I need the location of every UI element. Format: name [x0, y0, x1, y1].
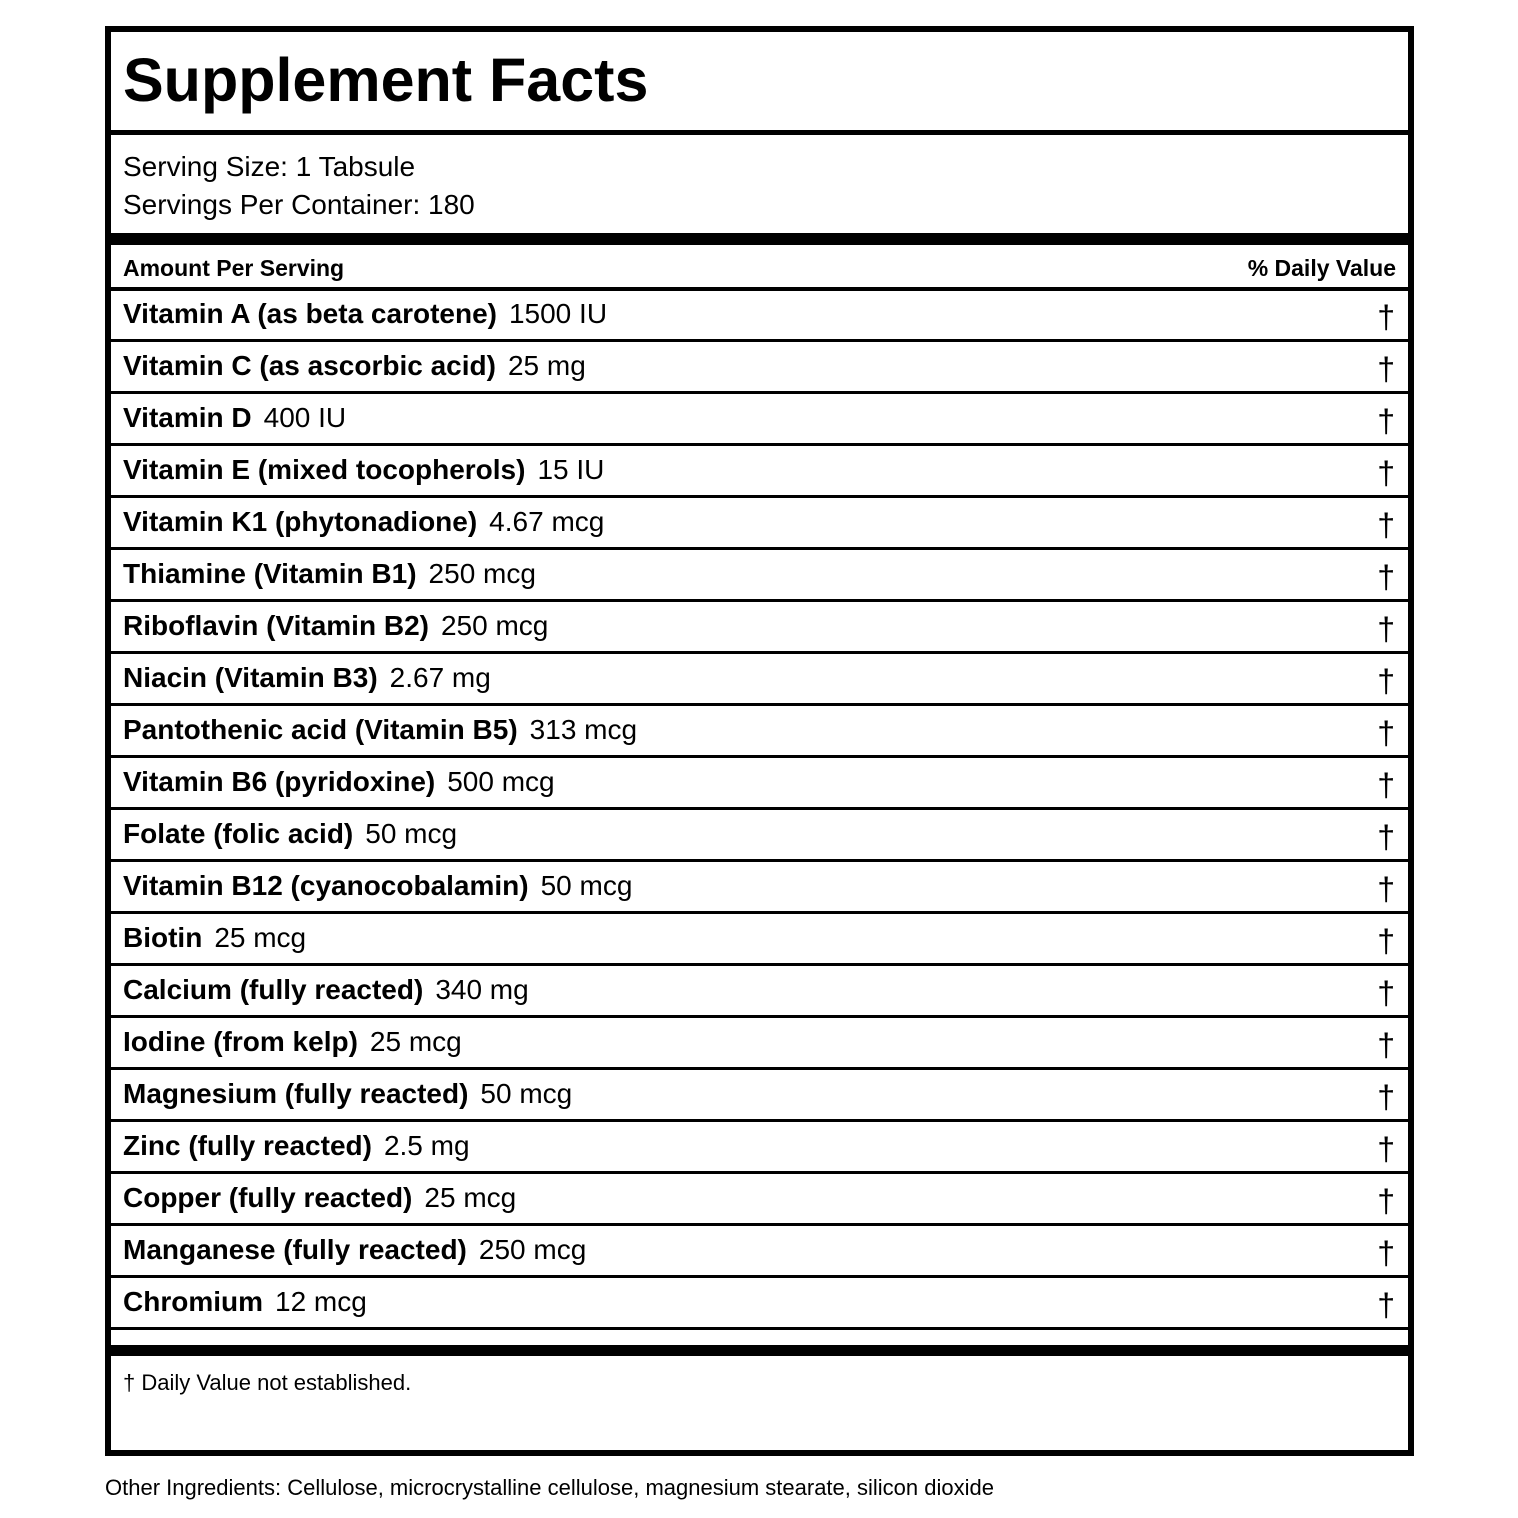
nutrient-amount: 250 mcg	[428, 558, 536, 589]
dagger-daily-value: †	[1377, 1131, 1395, 1167]
nutrient-row	[111, 758, 1408, 810]
nutrient-name: Folate (folic acid)	[123, 818, 354, 849]
nutrient-row	[111, 290, 1408, 342]
dagger-daily-value: †	[1377, 351, 1395, 387]
nutrient-amount: 250 mcg	[478, 1234, 587, 1265]
supplement-facts-panel	[105, 26, 1414, 1456]
nutrient-text	[123, 404, 346, 432]
dagger-daily-value: †	[1377, 663, 1395, 699]
nutrient-amount: 2.5 mg	[383, 1130, 470, 1161]
nutrient-row	[111, 498, 1408, 550]
daily-value-footnote: † Daily Value not established.	[123, 1370, 412, 1395]
nutrient-row	[111, 550, 1408, 602]
nutrient-text	[123, 976, 529, 1004]
nutrient-amount: 25 mcg	[424, 1182, 517, 1213]
nutrient-text	[123, 716, 637, 744]
nutrient-row	[111, 966, 1408, 1018]
nutrient-text	[123, 820, 457, 848]
nutrient-text	[123, 352, 586, 380]
nutrient-amount: 50 mcg	[540, 870, 633, 901]
nutrient-text	[123, 300, 607, 328]
nutrient-row	[111, 1278, 1408, 1330]
nutrient-text	[123, 924, 306, 952]
nutrient-row	[111, 394, 1408, 446]
nutrient-amount: 25 mcg	[369, 1026, 462, 1057]
amount-per-serving-header: Amount Per Serving	[123, 255, 345, 281]
nutrient-amount: 500 mcg	[447, 766, 555, 797]
title-divider	[111, 130, 1408, 135]
nutrient-row	[111, 1226, 1408, 1278]
thick-divider-bottom	[111, 1345, 1408, 1356]
nutrient-row	[111, 654, 1408, 706]
nutrient-amount: 50 mcg	[365, 818, 458, 849]
nutrient-name: Manganese (fully reacted)	[123, 1234, 467, 1265]
nutrient-amount: 313 mcg	[529, 714, 638, 745]
nutrient-text	[123, 1236, 586, 1264]
dagger-daily-value: †	[1377, 1027, 1395, 1063]
nutrient-amount: 50 mcg	[480, 1078, 573, 1109]
nutrient-name: Niacin (Vitamin B3)	[123, 662, 378, 693]
nutrient-name: Vitamin A (as beta carotene)	[123, 298, 497, 329]
nutrient-name: Vitamin K1 (phytonadione)	[123, 506, 478, 537]
dagger-daily-value: †	[1377, 611, 1395, 647]
nutrient-name: Vitamin B6 (pyridoxine)	[123, 766, 436, 797]
nutrient-name: Copper (fully reacted)	[123, 1182, 413, 1213]
nutrient-name: Thiamine (Vitamin B1)	[123, 558, 417, 589]
dagger-daily-value: †	[1377, 559, 1395, 595]
servings-per-container: Servings Per Container: 180	[123, 189, 475, 220]
other-ingredients: Other Ingredients: Cellulose, microcrystalline cellulose, magnesium stearate, silicon dioxide	[105, 1475, 994, 1500]
nutrient-name: Pantothenic acid (Vitamin B5)	[123, 714, 518, 745]
nutrient-text	[123, 1288, 367, 1316]
nutrient-row	[111, 1018, 1408, 1070]
nutrient-row	[111, 862, 1408, 914]
nutrient-row	[111, 1122, 1408, 1174]
nutrient-text	[123, 1184, 516, 1212]
dagger-daily-value: †	[1377, 1287, 1395, 1323]
nutrient-amount: 4.67 mcg	[489, 506, 605, 537]
dagger-daily-value: †	[1377, 715, 1395, 751]
nutrient-amount: 12 mcg	[275, 1286, 367, 1317]
nutrient-name: Chromium	[123, 1286, 263, 1317]
nutrient-name: Iodine (from kelp)	[123, 1026, 358, 1057]
nutrient-text	[123, 1080, 572, 1108]
nutrient-name: Zinc (fully reacted)	[123, 1130, 372, 1161]
dagger-daily-value: †	[1377, 819, 1395, 855]
nutrient-amount: 15 IU	[537, 454, 605, 485]
dagger-daily-value: †	[1377, 299, 1395, 335]
dagger-daily-value: †	[1377, 455, 1395, 491]
nutrient-name: Riboflavin (Vitamin B2)	[123, 610, 429, 641]
dagger-daily-value: †	[1377, 507, 1395, 543]
nutrient-row	[111, 602, 1408, 654]
nutrient-amount: 340 mg	[435, 974, 529, 1005]
dagger-daily-value: †	[1377, 403, 1395, 439]
nutrient-amount: 1500 IU	[508, 298, 608, 329]
dagger-daily-value: †	[1377, 767, 1395, 803]
nutrient-text	[123, 768, 555, 796]
nutrient-text	[123, 1132, 470, 1160]
nutrient-name: Vitamin E (mixed tocopherols)	[123, 454, 526, 485]
nutrient-name: Biotin	[123, 922, 203, 953]
nutrient-text	[123, 560, 536, 588]
nutrient-amount: 25 mg	[507, 350, 586, 381]
nutrient-text	[123, 1028, 462, 1056]
nutrient-amount: 2.67 mg	[389, 662, 491, 693]
nutrient-text	[123, 612, 548, 640]
thick-divider-top	[111, 233, 1408, 245]
nutrient-name: Magnesium (fully reacted)	[123, 1078, 469, 1109]
nutrient-list	[111, 290, 1408, 1330]
nutrient-text	[123, 664, 491, 692]
nutrient-row	[111, 914, 1408, 966]
nutrient-text	[123, 872, 632, 900]
serving-size: Serving Size: 1 Tabsule	[123, 151, 416, 182]
nutrient-row	[111, 706, 1408, 758]
dagger-daily-value: †	[1377, 1079, 1395, 1115]
nutrient-row	[111, 446, 1408, 498]
nutrient-name: Vitamin D	[123, 402, 252, 433]
panel-title: Supplement Facts	[123, 46, 649, 114]
daily-value-header: % Daily Value	[1247, 255, 1396, 281]
nutrient-amount: 400 IU	[263, 402, 347, 433]
dagger-daily-value: †	[1377, 871, 1395, 907]
nutrient-row	[111, 342, 1408, 394]
nutrient-amount: 25 mcg	[214, 922, 307, 953]
nutrient-text	[123, 508, 604, 536]
nutrient-name: Vitamin B12 (cyanocobalamin)	[123, 870, 529, 901]
nutrient-text	[123, 456, 604, 484]
dagger-daily-value: †	[1377, 1183, 1395, 1219]
dagger-daily-value: †	[1377, 923, 1395, 959]
nutrient-name: Calcium (fully reacted)	[123, 974, 424, 1005]
nutrient-row	[111, 1174, 1408, 1226]
dagger-daily-value: †	[1377, 975, 1395, 1011]
nutrient-name: Vitamin C (as ascorbic acid)	[123, 350, 496, 381]
nutrient-row	[111, 1070, 1408, 1122]
nutrient-row	[111, 810, 1408, 862]
nutrient-amount: 250 mcg	[440, 610, 549, 641]
dagger-daily-value: †	[1377, 1235, 1395, 1271]
